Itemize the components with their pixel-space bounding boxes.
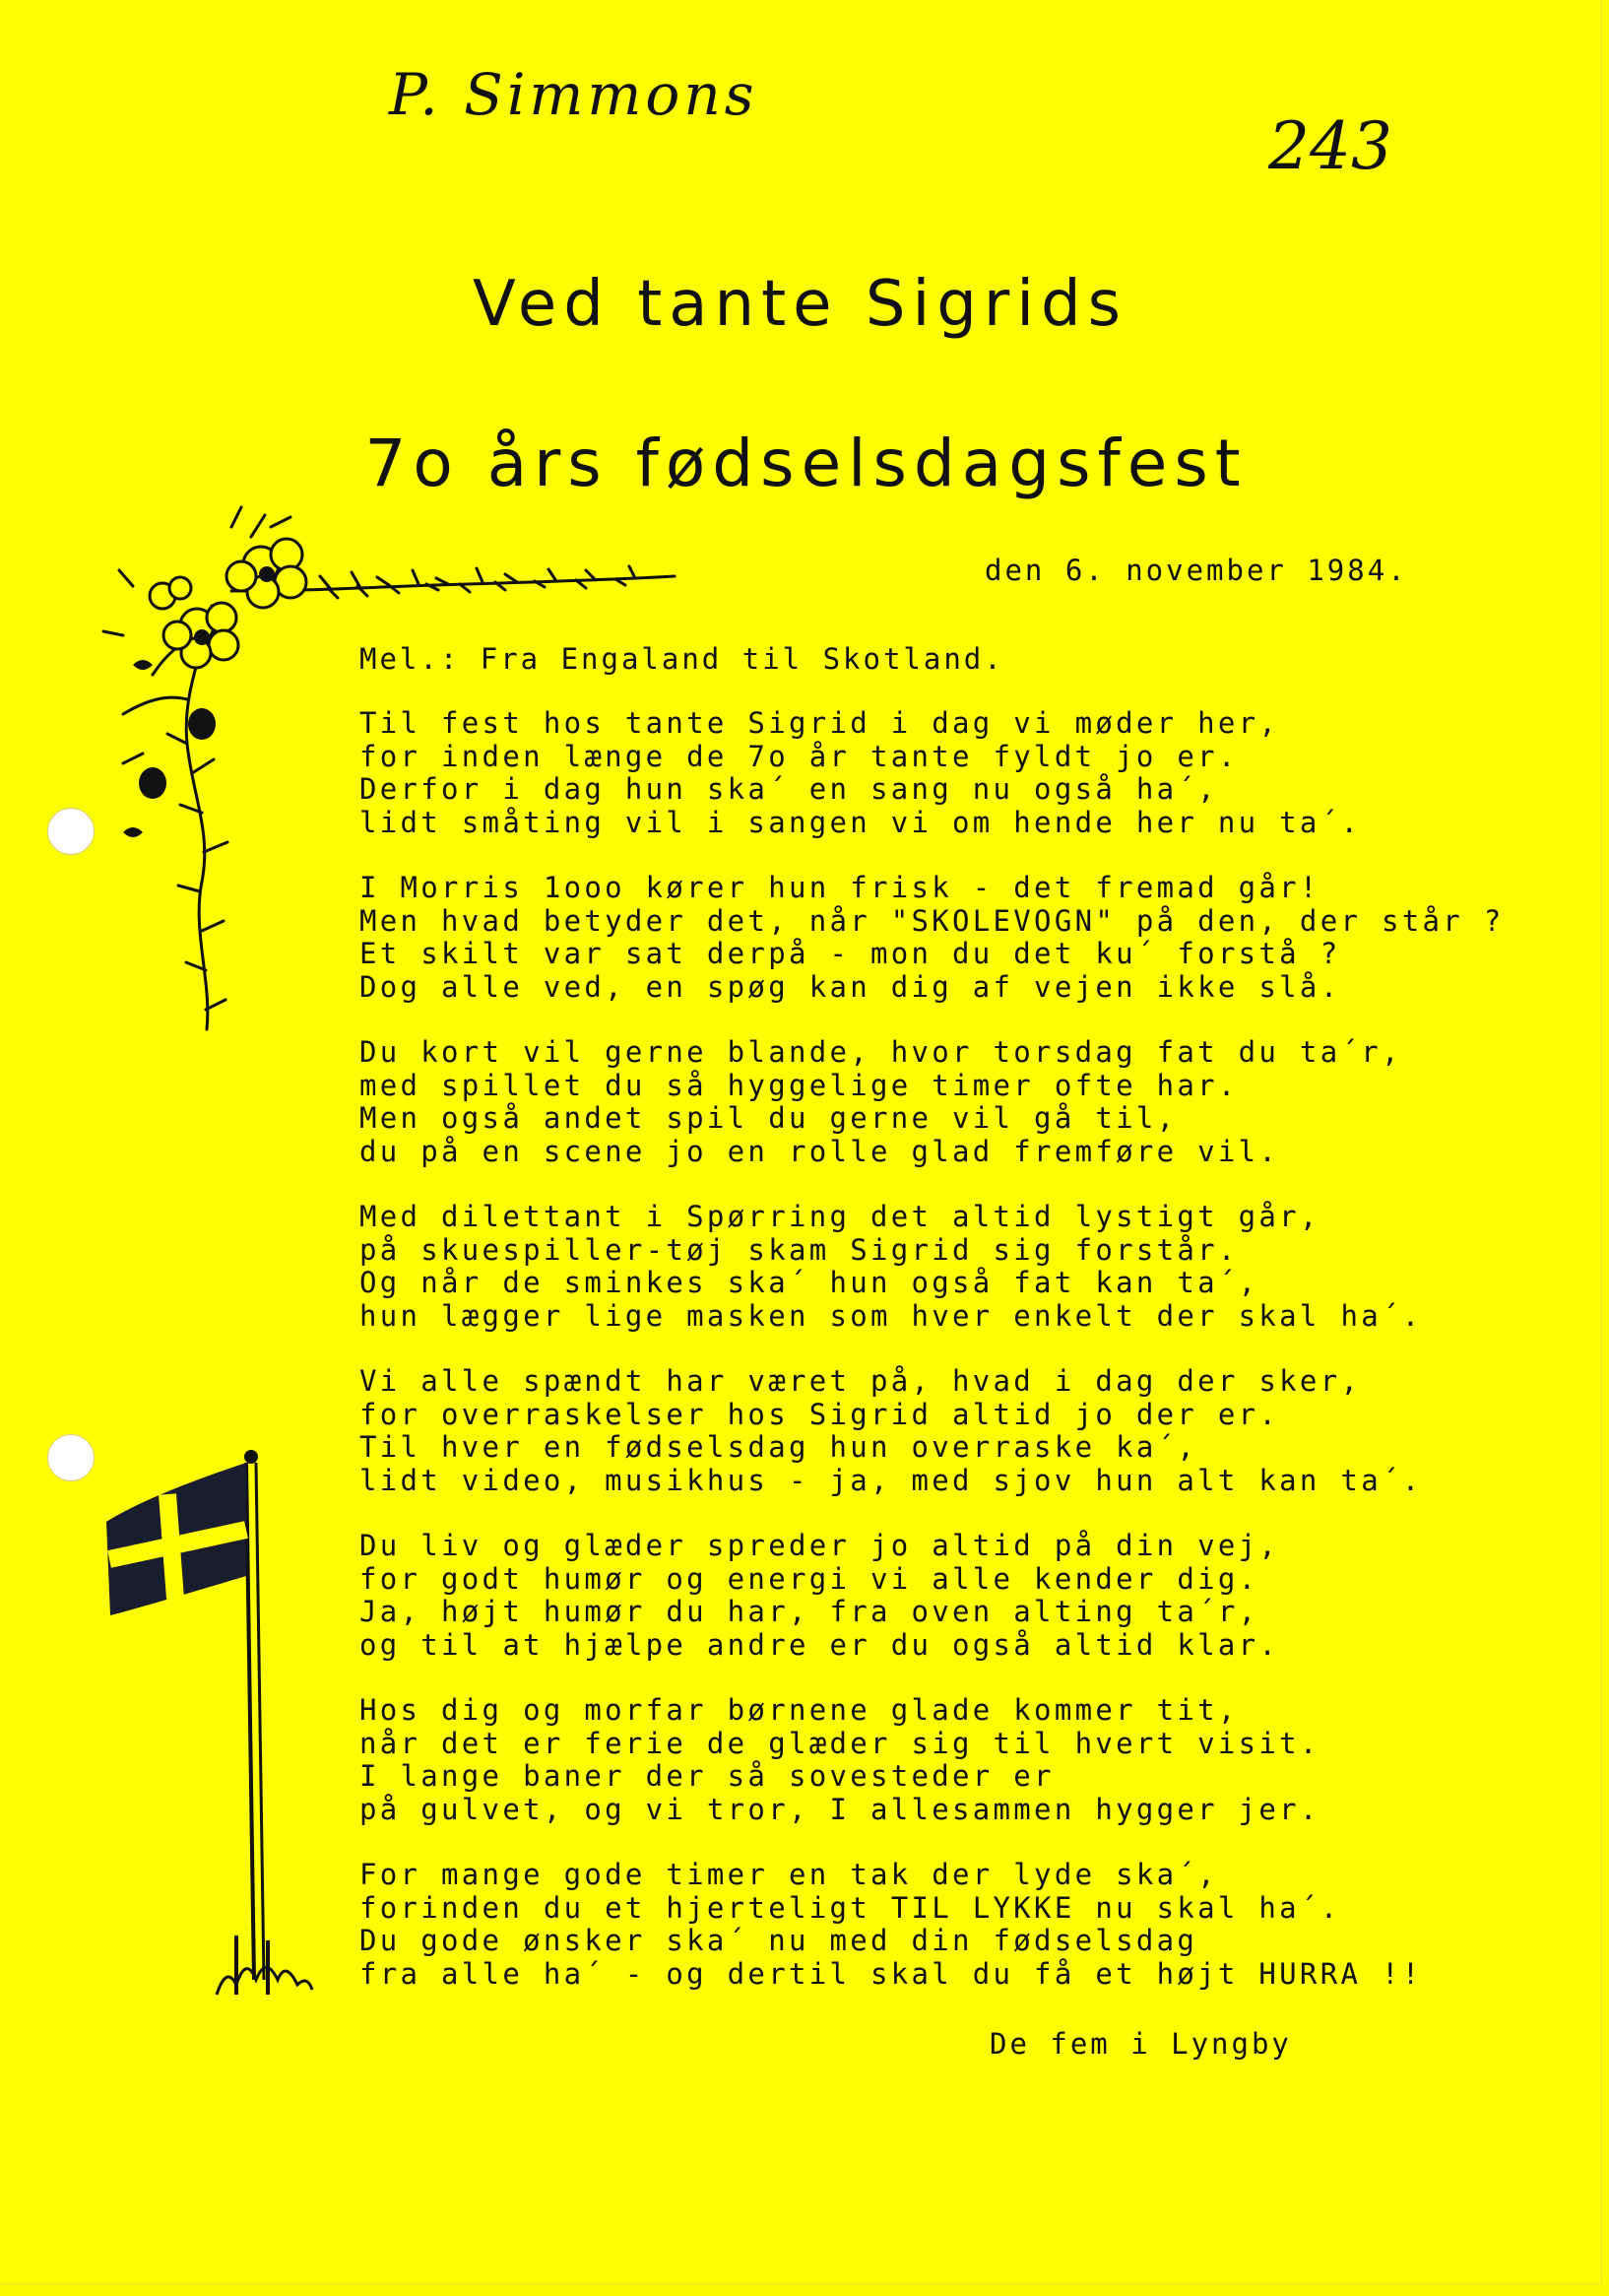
poem-line: I Morris 1ooo kører hun frisk - det fremad går! — [359, 871, 1320, 904]
poem-line: for godt humør og energi vi alle kender dig. — [359, 1561, 1259, 1596]
stanza — [359, 1036, 1512, 1168]
danish-flag-icon — [98, 1443, 315, 2024]
title-line-2: 7o års fødselsdagsfest — [364, 426, 1248, 501]
poem-line: Derfor i dag hun ska´ en sang nu også ha´, — [359, 772, 1218, 806]
handwritten-number: 243 — [1268, 108, 1392, 184]
title-line-1: Ved tante Sigrids — [473, 268, 1127, 341]
poem-line: lidt video, musikhus - ja, med sjov hun alt kan ta´. — [359, 1463, 1423, 1497]
date-line: den 6. november 1984. — [985, 554, 1408, 587]
punch-hole — [47, 1434, 95, 1481]
handwritten-name: P. Simmons — [389, 61, 758, 128]
poem-line: for overraskelser hos Sigrid altid jo der er. — [359, 1397, 1280, 1431]
poem-line: Til hver en fødselsdag hun overraske ka´, — [359, 1430, 1198, 1464]
poem-line: Ja, højt humør du har, fra oven alting ta´r, — [359, 1595, 1259, 1628]
poem-line: Et skilt var sat derpå - mon du det ku´ forstå ? — [359, 937, 1341, 970]
poem-line: Med dilettant i Spørring det altid lystigt går, — [359, 1200, 1320, 1233]
stanza — [359, 1201, 1512, 1333]
stanza — [359, 1365, 1512, 1497]
poem-line: Du gode ønsker ska´ nu med din fødselsdag — [359, 1924, 1198, 1957]
poem-line: hun lægger lige masken som hver enkelt der skal ha´. — [359, 1298, 1423, 1333]
poem-line: på skuespiller-tøj skam Sigrid sig forstår. — [359, 1232, 1239, 1267]
poem-line: Du liv og glæder spreder jo altid på din vej, — [359, 1529, 1280, 1562]
poem-line: når det er ferie de glæder sig til hvert visit. — [359, 1726, 1320, 1760]
poem-line: Hos dig og morfar børnene glade kommer tit, — [359, 1693, 1239, 1727]
poem-line: for inden længe de 7o år tante fyldt jo er. — [359, 739, 1239, 773]
punch-hole — [47, 808, 95, 855]
stanza — [359, 1859, 1512, 1991]
poem-line: Men også andet spil du gerne vil gå til, — [359, 1101, 1178, 1135]
poem-line: fra alle ha´ - og dertil skal du få et højt HURRA !! — [359, 1956, 1423, 1991]
signature: De fem i Lyngby — [990, 2027, 1292, 2061]
poem-line: Dog alle ved, en spøg kan dig af vejen ikke slå. — [359, 969, 1341, 1004]
poem-line: du på en scene jo en rolle glad fremføre vil. — [359, 1134, 1280, 1168]
melody-line: Mel.: Fra Engaland til Skotland. — [359, 642, 1004, 676]
poem — [359, 707, 1512, 2023]
poem-line: Vi alle spændt har været på, hvad i dag der sker, — [359, 1364, 1362, 1398]
poem-line: Men hvad betyder det, når "SKOLEVOGN" på den, der står ? — [359, 903, 1505, 938]
stanza — [359, 1530, 1512, 1662]
stanza — [359, 1694, 1512, 1826]
poem-line: I lange baner der så sovesteder er — [359, 1759, 1055, 1793]
stanza — [359, 872, 1512, 1004]
poem-line: med spillet du så hyggelige timer ofte har. — [359, 1068, 1239, 1102]
stanza — [359, 707, 1512, 839]
poem-line: og til at hjælpe andre er du også altid klar. — [359, 1627, 1280, 1662]
poem-line: forinden du et hjerteligt TIL LYKKE nu skal ha´. — [359, 1890, 1341, 1925]
poem-line: på gulvet, og vi tror, I allesammen hygger jer. — [359, 1792, 1320, 1826]
poem-line: Og når de sminkes ska´ hun også fat kan ta´, — [359, 1266, 1259, 1299]
poem-line: lidt småting vil i sangen vi om hende her nu ta´. — [359, 805, 1362, 839]
poem-line: Du kort vil gerne blande, hvor torsdag fat du ta´r, — [359, 1035, 1402, 1069]
poem-line: Til fest hos tante Sigrid i dag vi møder her, — [359, 706, 1280, 740]
poem-line: For mange gode timer en tak der lyde ska´, — [359, 1858, 1218, 1891]
